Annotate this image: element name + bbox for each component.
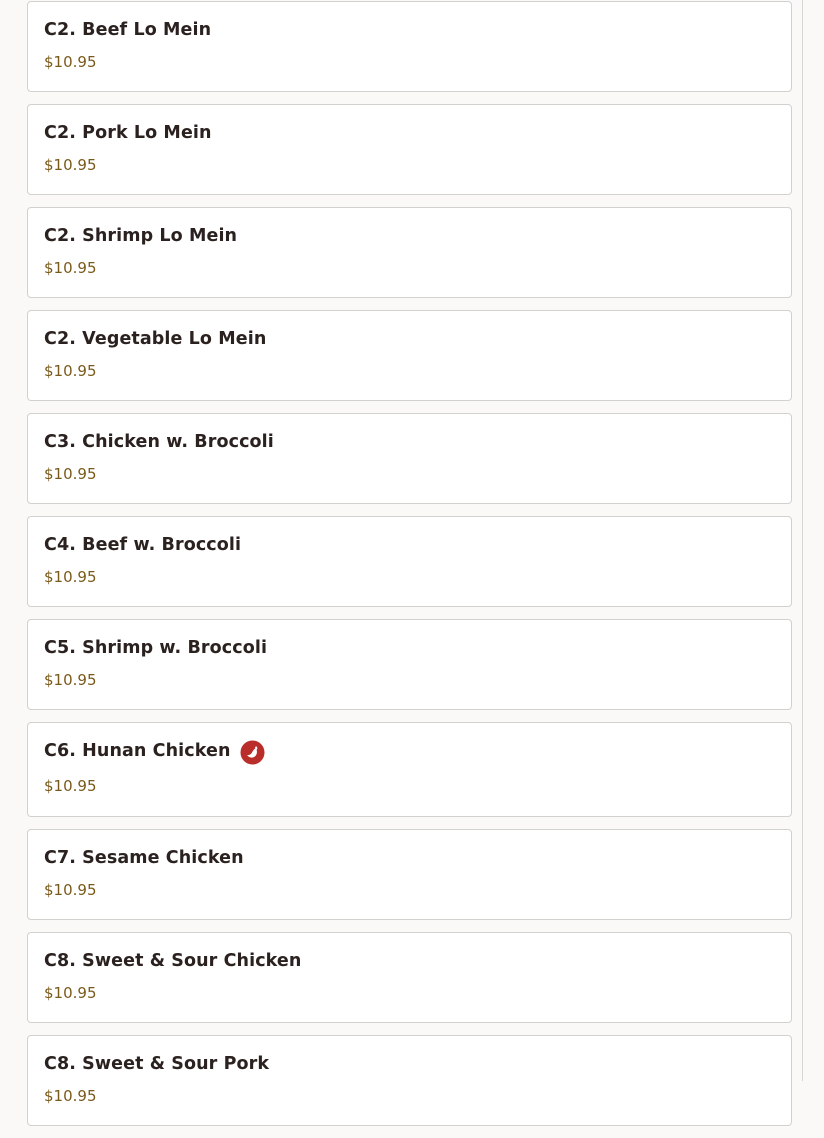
item-name: C3. Chicken w. Broccoli <box>44 432 274 452</box>
item-name-row <box>44 224 775 248</box>
item-name: C7. Sesame Chicken <box>44 848 244 868</box>
item-name: C8. Sweet & Sour Chicken <box>44 951 302 971</box>
menu-item-card[interactable] <box>27 829 792 920</box>
item-name: C2. Pork Lo Mein <box>44 123 212 143</box>
menu-item-list <box>27 1 792 1138</box>
menu-item-card[interactable] <box>27 310 792 401</box>
menu-item-card[interactable] <box>27 1 792 92</box>
item-price: $10.95 <box>44 568 97 586</box>
item-name: C5. Shrimp w. Broccoli <box>44 638 268 658</box>
item-price: $10.95 <box>44 362 97 380</box>
menu-item-card[interactable] <box>27 619 792 710</box>
item-name-row <box>44 533 775 557</box>
item-price: $10.95 <box>44 671 97 689</box>
menu-item-card[interactable] <box>27 104 792 195</box>
item-name: C6. Hunan Chicken <box>44 741 231 761</box>
item-name: C2. Vegetable Lo Mein <box>44 329 267 349</box>
item-name: C4. Beef w. Broccoli <box>44 535 242 555</box>
item-name-row <box>44 636 775 660</box>
item-price: $10.95 <box>44 1087 97 1105</box>
chili-pepper-icon <box>240 740 265 765</box>
item-name-row <box>44 739 775 763</box>
item-price: $10.95 <box>44 984 97 1002</box>
item-name-row <box>44 430 775 454</box>
item-price: $10.95 <box>44 259 97 277</box>
menu-item-card[interactable] <box>27 722 792 817</box>
item-name-row <box>44 18 775 42</box>
item-name: C8. Sweet & Sour Pork <box>44 1054 270 1074</box>
menu-item-card[interactable] <box>27 1035 792 1126</box>
item-price: $10.95 <box>44 881 97 899</box>
item-price: $10.95 <box>44 777 97 795</box>
scroll-divider <box>802 0 803 1081</box>
item-name: C2. Shrimp Lo Mein <box>44 226 238 246</box>
menu-item-card[interactable] <box>27 207 792 298</box>
menu-item-card[interactable] <box>27 932 792 1023</box>
item-name-row <box>44 121 775 145</box>
menu-item-card[interactable] <box>27 516 792 607</box>
item-price: $10.95 <box>44 465 97 483</box>
item-price: $10.95 <box>44 156 97 174</box>
item-name-row <box>44 1052 775 1076</box>
item-name: C2. Beef Lo Mein <box>44 20 212 40</box>
item-name-row <box>44 949 775 973</box>
item-price: $10.95 <box>44 53 97 71</box>
menu-item-card[interactable] <box>27 413 792 504</box>
item-name-row <box>44 327 775 351</box>
item-name-row <box>44 846 775 870</box>
